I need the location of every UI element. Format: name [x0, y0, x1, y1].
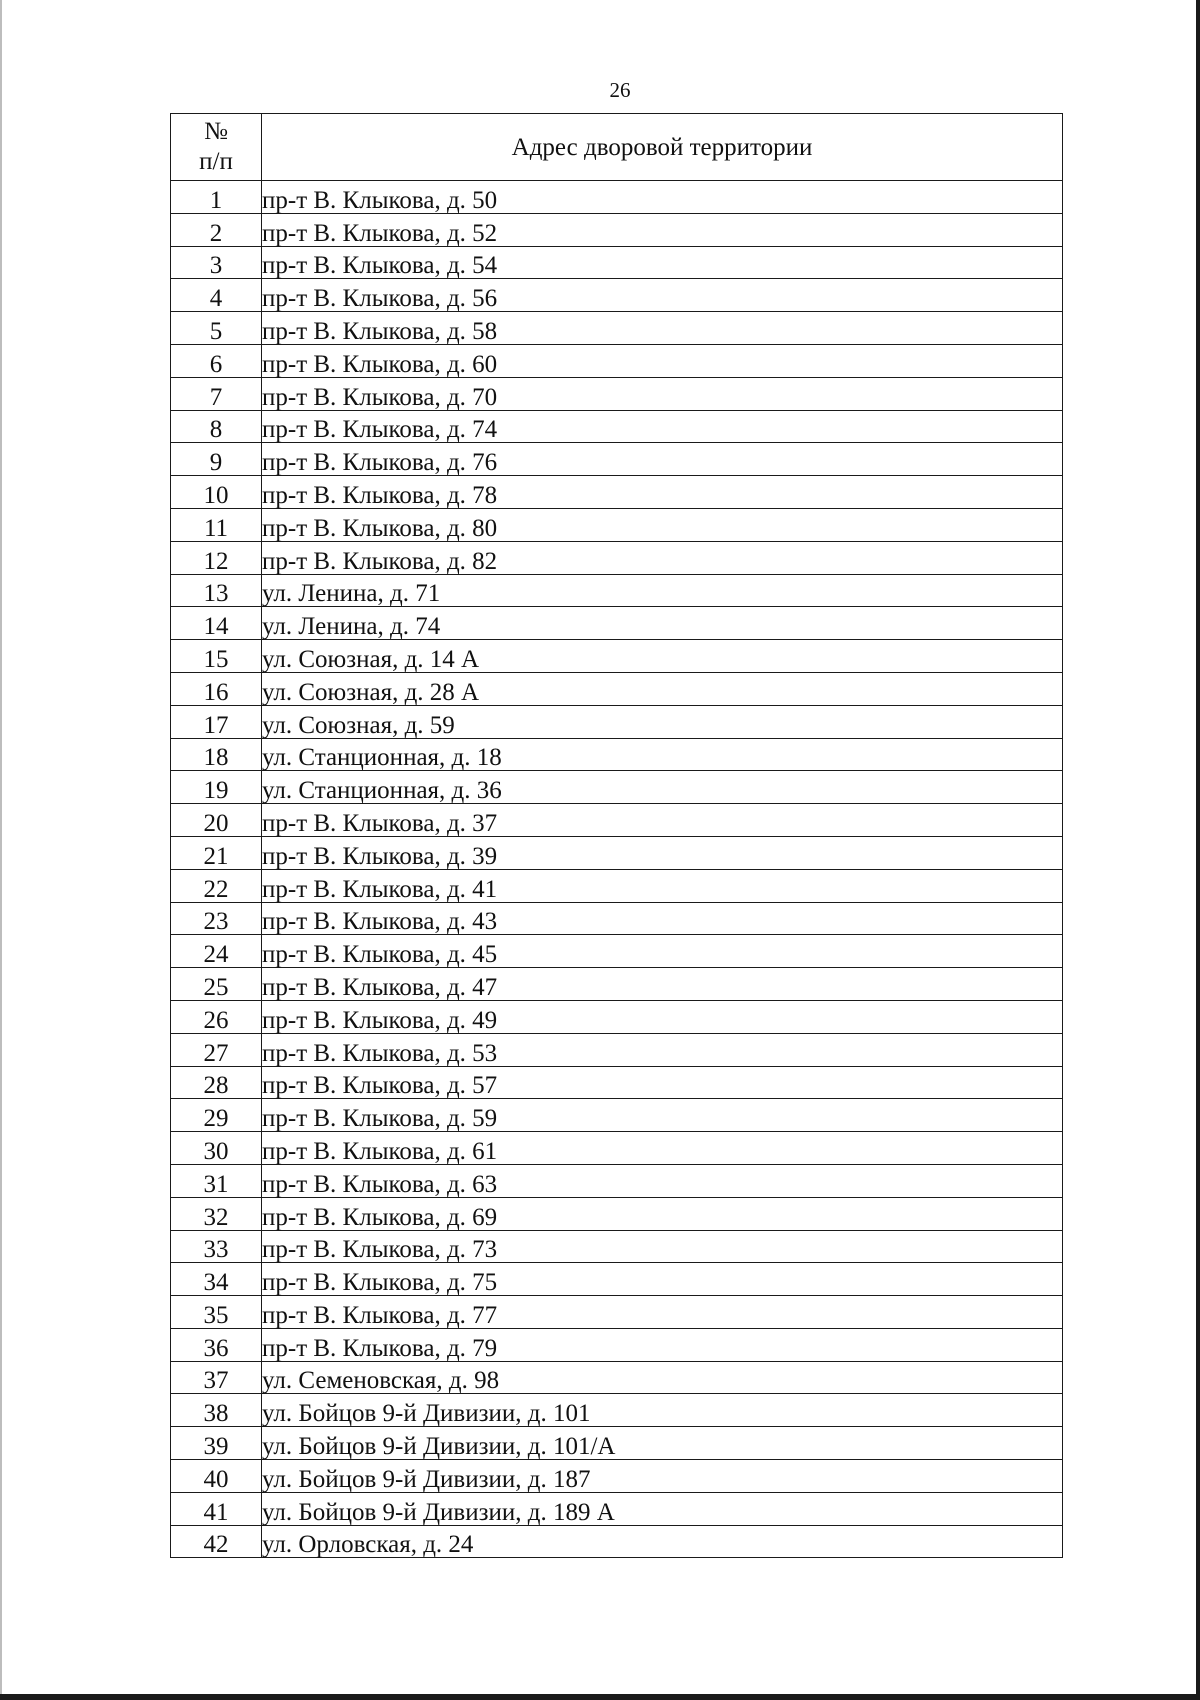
table-row	[171, 1230, 1063, 1263]
row-number: 11	[171, 508, 262, 541]
row-number: 21	[171, 836, 262, 869]
scan-edge-bottom	[0, 1694, 1200, 1700]
row-address: ул. Бойцов 9-й Дивизии, д. 189 А	[262, 1492, 1063, 1525]
table-row	[171, 1296, 1063, 1329]
table-header	[171, 114, 1063, 181]
table-row	[171, 443, 1063, 476]
row-number: 20	[171, 804, 262, 837]
table-row	[171, 344, 1063, 377]
table-row	[171, 476, 1063, 509]
table-row	[171, 672, 1063, 705]
row-number: 34	[171, 1263, 262, 1296]
row-address: пр-т В. Клыкова, д. 41	[262, 869, 1063, 902]
row-number: 2	[171, 213, 262, 246]
table-row	[171, 640, 1063, 673]
row-address: пр-т В. Клыкова, д. 39	[262, 836, 1063, 869]
row-address: пр-т В. Клыкова, д. 59	[262, 1099, 1063, 1132]
header-number-abbr: п/п	[199, 148, 233, 175]
row-number: 13	[171, 574, 262, 607]
row-address: пр-т В. Клыкова, д. 78	[262, 476, 1063, 509]
header-address-column: Адрес дворовой территории	[262, 114, 1063, 181]
table-row	[171, 312, 1063, 345]
row-address: пр-т В. Клыкова, д. 53	[262, 1033, 1063, 1066]
table-row	[171, 607, 1063, 640]
row-number: 26	[171, 1000, 262, 1033]
row-number: 15	[171, 640, 262, 673]
header-number-sign: №	[204, 118, 228, 145]
row-address: ул. Союзная, д. 14 А	[262, 640, 1063, 673]
row-address: пр-т В. Клыкова, д. 52	[262, 213, 1063, 246]
table-row	[171, 181, 1063, 214]
table-body	[171, 181, 1063, 1558]
row-address: пр-т В. Клыкова, д. 74	[262, 410, 1063, 443]
row-address: ул. Станционная, д. 36	[262, 771, 1063, 804]
table-row	[171, 410, 1063, 443]
table-row	[171, 1492, 1063, 1525]
row-address: ул. Бойцов 9-й Дивизии, д. 187	[262, 1460, 1063, 1493]
row-address: ул. Бойцов 9-й Дивизии, д. 101	[262, 1394, 1063, 1427]
table-row	[171, 705, 1063, 738]
row-number: 37	[171, 1361, 262, 1394]
row-address: ул. Станционная, д. 18	[262, 738, 1063, 771]
row-address: пр-т В. Клыкова, д. 80	[262, 508, 1063, 541]
table-row	[171, 1460, 1063, 1493]
row-number: 6	[171, 344, 262, 377]
row-address: пр-т В. Клыкова, д. 82	[262, 541, 1063, 574]
row-address: пр-т В. Клыкова, д. 61	[262, 1132, 1063, 1165]
row-address: ул. Орловская, д. 24	[262, 1525, 1063, 1558]
page-number: 26	[609, 78, 631, 102]
row-number: 7	[171, 377, 262, 410]
row-address: ул. Ленина, д. 71	[262, 574, 1063, 607]
table-row	[171, 1394, 1063, 1427]
row-number: 19	[171, 771, 262, 804]
row-number: 17	[171, 705, 262, 738]
table-row	[171, 1328, 1063, 1361]
table-row	[171, 1164, 1063, 1197]
row-address: пр-т В. Клыкова, д. 54	[262, 246, 1063, 279]
row-address: пр-т В. Клыкова, д. 37	[262, 804, 1063, 837]
row-number: 8	[171, 410, 262, 443]
row-address: ул. Союзная, д. 59	[262, 705, 1063, 738]
row-number: 22	[171, 869, 262, 902]
table-row	[171, 935, 1063, 968]
row-number: 25	[171, 968, 262, 1001]
row-address: пр-т В. Клыкова, д. 70	[262, 377, 1063, 410]
row-number: 23	[171, 902, 262, 935]
table-row	[171, 574, 1063, 607]
row-number: 18	[171, 738, 262, 771]
row-number: 24	[171, 935, 262, 968]
row-number: 36	[171, 1328, 262, 1361]
row-number: 30	[171, 1132, 262, 1165]
row-address: пр-т В. Клыкова, д. 45	[262, 935, 1063, 968]
row-address: ул. Бойцов 9-й Дивизии, д. 101/А	[262, 1427, 1063, 1460]
row-number: 14	[171, 607, 262, 640]
table-row	[171, 1197, 1063, 1230]
row-number: 39	[171, 1427, 262, 1460]
scan-edge-right	[1196, 0, 1200, 1700]
row-number: 28	[171, 1066, 262, 1099]
table-row	[171, 1132, 1063, 1165]
row-address: пр-т В. Клыкова, д. 79	[262, 1328, 1063, 1361]
row-address: пр-т В. Клыкова, д. 60	[262, 344, 1063, 377]
table-row	[171, 738, 1063, 771]
row-address: пр-т В. Клыкова, д. 57	[262, 1066, 1063, 1099]
row-address: пр-т В. Клыкова, д. 47	[262, 968, 1063, 1001]
scan-edge-left	[0, 0, 2, 1700]
row-address: пр-т В. Клыкова, д. 49	[262, 1000, 1063, 1033]
table-row	[171, 1099, 1063, 1132]
row-address: пр-т В. Клыкова, д. 69	[262, 1197, 1063, 1230]
row-address: ул. Семеновская, д. 98	[262, 1361, 1063, 1394]
table-row	[171, 541, 1063, 574]
row-number: 4	[171, 279, 262, 312]
row-number: 40	[171, 1460, 262, 1493]
table-row	[171, 1033, 1063, 1066]
row-number: 27	[171, 1033, 262, 1066]
address-table	[170, 113, 1063, 1558]
row-address: пр-т В. Клыкова, д. 75	[262, 1263, 1063, 1296]
table-row	[171, 213, 1063, 246]
row-address: пр-т В. Клыкова, д. 43	[262, 902, 1063, 935]
table-row	[171, 1263, 1063, 1296]
header-row	[171, 114, 1063, 181]
row-number: 42	[171, 1525, 262, 1558]
table-row	[171, 836, 1063, 869]
table-row	[171, 1000, 1063, 1033]
row-number: 1	[171, 181, 262, 214]
table-row	[171, 968, 1063, 1001]
row-address: пр-т В. Клыкова, д. 63	[262, 1164, 1063, 1197]
header-number-column	[171, 114, 262, 181]
row-number: 41	[171, 1492, 262, 1525]
row-address: пр-т В. Клыкова, д. 77	[262, 1296, 1063, 1329]
row-number: 29	[171, 1099, 262, 1132]
row-number: 33	[171, 1230, 262, 1263]
table-row	[171, 377, 1063, 410]
table-row	[171, 1427, 1063, 1460]
table-row	[171, 1525, 1063, 1558]
row-number: 3	[171, 246, 262, 279]
table-row	[171, 869, 1063, 902]
table-row	[171, 902, 1063, 935]
row-number: 12	[171, 541, 262, 574]
row-address: пр-т В. Клыкова, д. 50	[262, 181, 1063, 214]
row-number: 31	[171, 1164, 262, 1197]
row-address: пр-т В. Клыкова, д. 58	[262, 312, 1063, 345]
table-row	[171, 1066, 1063, 1099]
row-number: 10	[171, 476, 262, 509]
row-address: ул. Ленина, д. 74	[262, 607, 1063, 640]
table-row	[171, 1361, 1063, 1394]
row-number: 38	[171, 1394, 262, 1427]
row-address: пр-т В. Клыкова, д. 73	[262, 1230, 1063, 1263]
row-address: пр-т В. Клыкова, д. 76	[262, 443, 1063, 476]
row-number: 32	[171, 1197, 262, 1230]
table-row	[171, 771, 1063, 804]
table-row	[171, 246, 1063, 279]
row-number: 9	[171, 443, 262, 476]
table-row	[171, 508, 1063, 541]
table-row	[171, 804, 1063, 837]
row-number: 5	[171, 312, 262, 345]
table-row	[171, 279, 1063, 312]
row-address: пр-т В. Клыкова, д. 56	[262, 279, 1063, 312]
row-address: ул. Союзная, д. 28 А	[262, 672, 1063, 705]
row-number: 16	[171, 672, 262, 705]
row-number: 35	[171, 1296, 262, 1329]
